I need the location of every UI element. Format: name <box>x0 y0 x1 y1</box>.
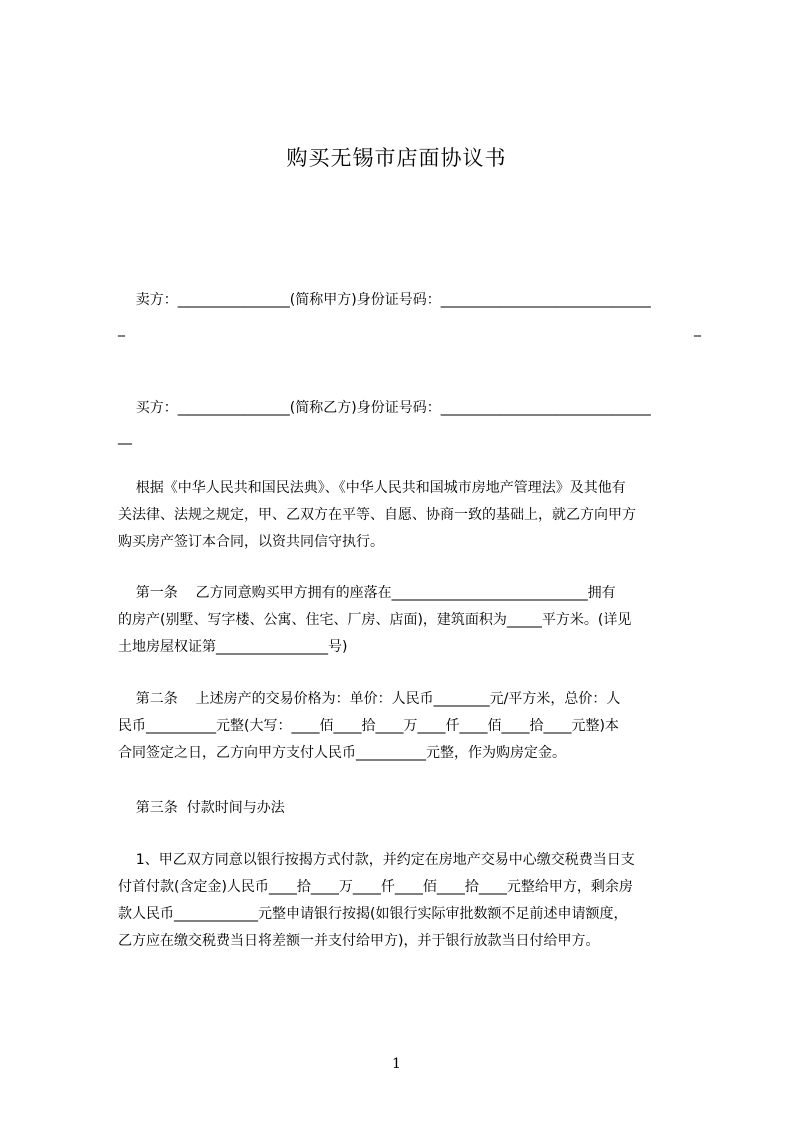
article2-line: 合同签定之日，乙方向甲方支付人民币__________元整，作为购房定金。 <box>118 745 566 761</box>
article3-heading: 第三条 付款时间与办法 <box>118 800 285 816</box>
article2-line: 第二条 上述房产的交易价格为：单价：人民币________元/平方米，总价：人 <box>118 691 621 707</box>
preamble-line: 关法律、法规之规定，甲、乙双方在平等、自愿、协商一致的基础上，就乙方向甲方 <box>118 507 636 523</box>
article3-clause1-line: 付首付款(含定金)人民币____拾____万____仟____佰____拾____元整给甲方，剩余房 <box>118 879 633 895</box>
article2-line: 民币__________元整(大写：____佰____拾____万____仟____佰____拾____元整)本 <box>118 718 619 734</box>
article1-line: 第一条 乙方同意购买甲方拥有的座落在____________________________拥有 <box>118 585 616 601</box>
article1-line: 土地房屋权证第________________号) <box>118 639 348 655</box>
seller-continuation-left: _ <box>118 321 125 337</box>
article3-clause1-line: 1、甲乙双方同意以银行按揭方式付款，并约定在房地产交易中心缴交税费当日支 <box>118 852 635 868</box>
seller-line: 卖方：________________(简称甲方)身份证号码：______________________________ <box>118 292 651 308</box>
document-title: 购买无锡市店面协议书 <box>286 146 507 170</box>
article1-line: 的房产(别墅、写字楼、公寓、住宅、厂房、店面)，建筑面积为_____平方米。(详见 <box>118 612 632 628</box>
preamble-line: 根据《中华人民共和国民法典》、《中华人民共和国城市房地产管理法》及其他有 <box>118 480 626 496</box>
buyer-continuation: __ <box>118 429 132 445</box>
seller-continuation-right: _ <box>694 321 701 337</box>
buyer-line: 买方：________________(简称乙方)身份证号码：______________________________ <box>118 400 651 416</box>
article3-clause1-line: 乙方应在缴交税费当日将差额一并支付给甲方)，并于银行放款当日付给甲方。 <box>118 933 600 949</box>
preamble-line: 购买房产签订本合同，以资共同信守执行。 <box>118 534 384 550</box>
page-number: 1 <box>392 1056 401 1072</box>
article3-clause1-line: 款人民币____________元整申请银行按揭(如银行实际审批数额不足前述申请额度， <box>118 906 628 922</box>
